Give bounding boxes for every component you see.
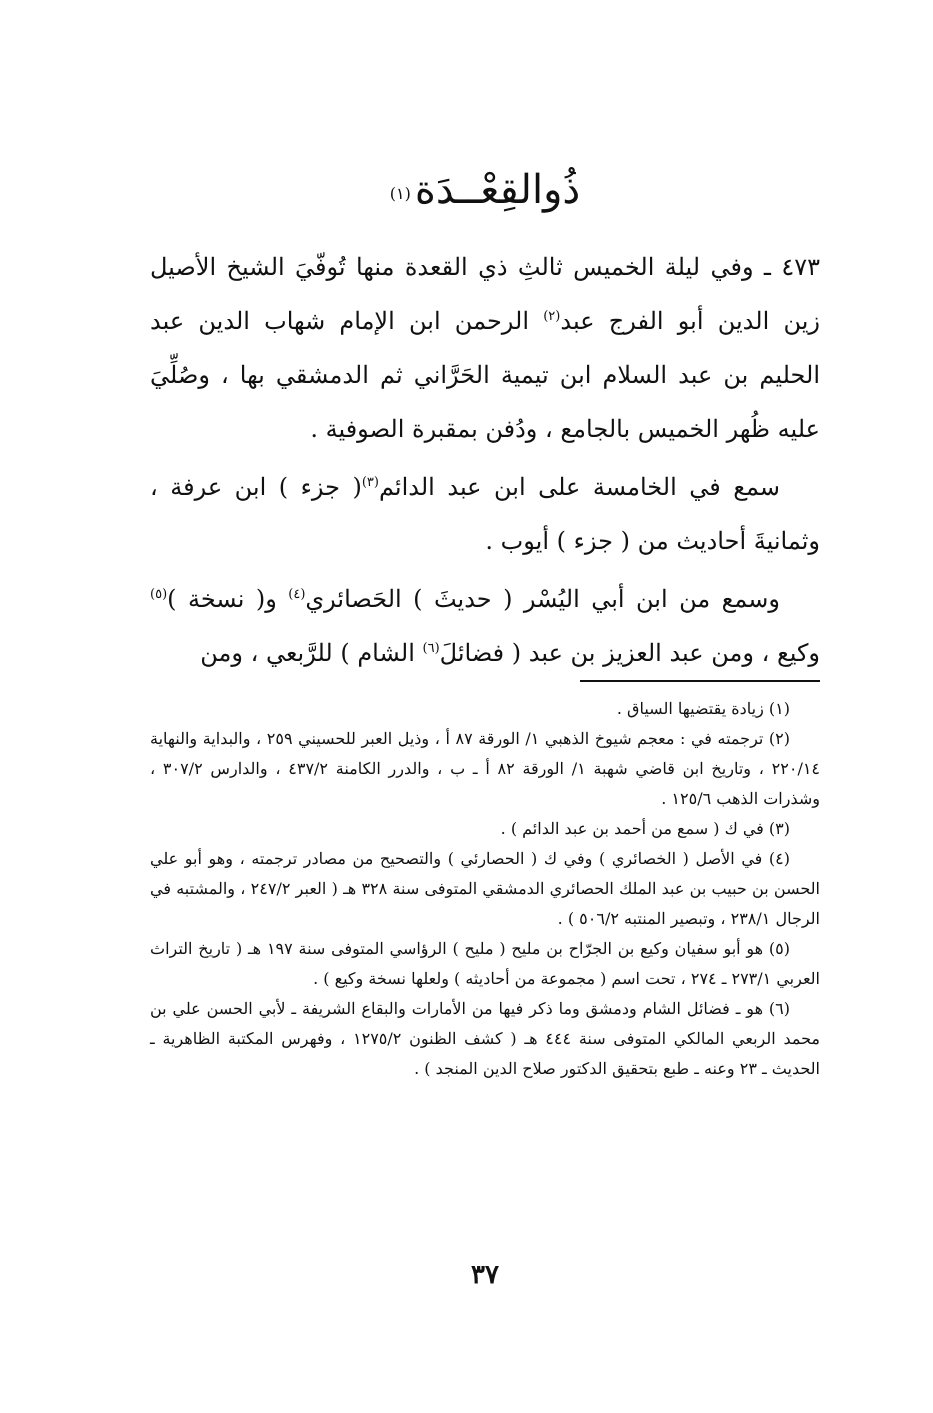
para2-text-b: ( جزء ) ابن عرفة ، وثمانيةَ أحاديث من ( جزء ) أيوب . (150, 473, 820, 555)
entry-line-2a: الأصيل زين الدين أبو الفرج عبد (150, 253, 821, 335)
para2-text-a: سمع في الخامسة على ابن عبد الدائم (378, 473, 780, 501)
entry-line-1: ٤٧٣ ـ وفي ليلة الخميس ثالثِ ذي القعدة منها تُوفّيَ الشيخ (226, 253, 820, 281)
entry-paragraph-3 (150, 572, 820, 680)
footnote-ref-2: (٢) (543, 309, 561, 324)
footnote-ref-6: (٦) (422, 641, 440, 656)
page-number: ٣٧ (471, 1260, 499, 1290)
chapter-note-ref: (١) (389, 184, 411, 203)
main-text (150, 240, 820, 684)
footnote-1: (١) زيادة يقتضيها السياق . (616, 699, 790, 718)
entry-line-4: عليه ظُهر الخميس بالجامع ، ودُفن بمقبرة الصوفية . (310, 415, 820, 443)
footnote-ref-4: (٤) (288, 587, 306, 602)
footnote-ref-5: (٥) (150, 587, 168, 602)
footnote-3: (٣) في ك ( سمع من أحمد بن عبد الدائم ) . (500, 819, 790, 838)
entry-paragraph-2 (150, 460, 820, 568)
para3-text-b: و( نسخة ) (167, 585, 289, 613)
entry-paragraph-1 (150, 240, 820, 456)
footnotes (150, 694, 820, 1084)
footnote-4: (٤) في الأصل ( الخصائري ) وفي ك ( الحصارئي ) والتصحيح من مصادر ترجمته ، وهو أبو علي الحسن بن حبيب بن عبد الملك الحصائري الدمشقي المتوفى سنة ٣٢٨ هـ ( العبر ٢٤٧/٢ ، والمشتبه في الرجال ٢٣٨/١ ، وتبصير المنتبه ٥٠٦/٢ ) . (150, 849, 821, 928)
entry-line-2b: الرحمن ابن الإمام شهاب الدين (198, 307, 544, 335)
entry-line-3: عبد الحليم بن عبد السلام ابن تيمية الحَرَّاني ثم الدمشقي بها ، وصُلِّيَ (150, 307, 820, 389)
chapter-heading (150, 160, 820, 220)
para3-text-d: الشام ) للرَّبعي ، ومن (200, 639, 423, 667)
chapter-title-text: ذُوالقِعْــدَة (414, 167, 581, 213)
footnote-2: (٢) ترجمته في : معجم شيوخ الذهبي ١/ الورقة ٨٧ أ ، وذيل العبر للحسيني ٢٥٩ ، والبداية والنهاية ٢٢٠/١٤ ، وتاريخ ابن قاضي شهبة ١/ الورقة ٨٢ أ ـ ب ، والدرر الكامنة ٤٣٧/٢ ، والدارس ٣٠٧/٢ ، وشذرات الذهب ١٢٥/٦ . (150, 729, 821, 808)
para3-text-c: وكيع ، ومن عبد العزيز بن عبد ( فضائلَ (439, 639, 820, 667)
footnote-5: (٥) هو أبو سفيان وكيع بن الجرّاح بن مليح ( مليح ) الرؤاسي المتوفى سنة ١٩٧ هـ ( تاريخ التراث العربي ٢٧٣/١ ـ ٢٧٤ ، تحت اسم ( مجموعة من أحاديثه ) ولعلها نسخة وكيع ) . (150, 939, 820, 988)
para3-text-a: وسمع من ابن أبي اليُسْر ( حديثَ ) الحَصائري (305, 585, 780, 613)
footnote-ref-3: (٣) (361, 475, 379, 490)
footnote-separator (580, 680, 820, 682)
book-page (150, 0, 820, 1413)
footnote-6: (٦) هو ـ فضائل الشام ودمشق وما ذكر فيها من الأمارات والبقاع الشريفة ـ لأبي الحسن علي بن محمد الربعي المالكي المتوفى سنة ٤٤٤ هـ ( كشف الظنون ١٢٧٥/٢ ، وفهرس المكتبة الظاهرية ـ الحديث ـ ٢٣ وعنه ـ طبع بتحقيق الدكتور صلاح الدين المنجد ) . (150, 999, 821, 1078)
